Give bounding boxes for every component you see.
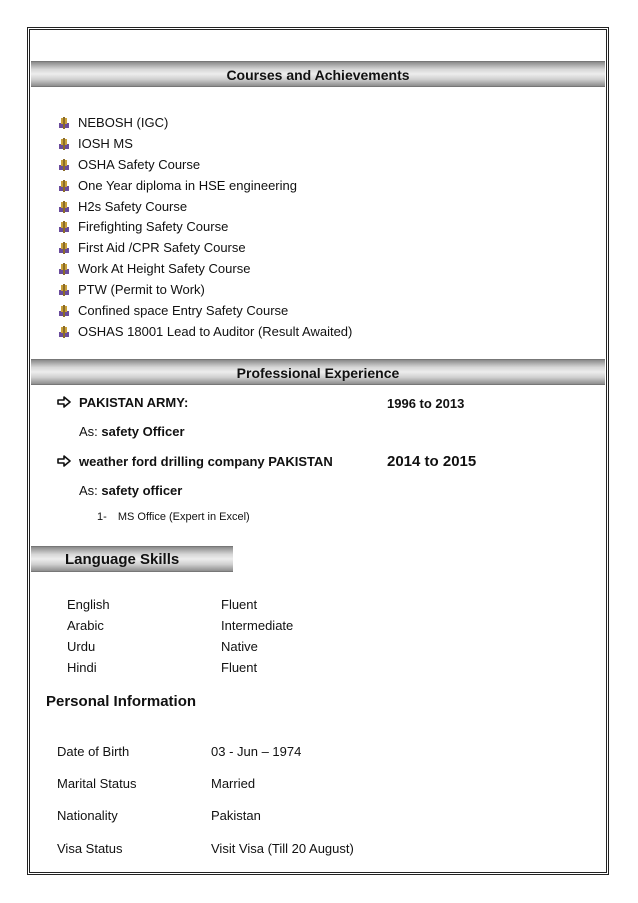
courses-heading: Courses and Achievements: [226, 67, 410, 83]
course-label: Confined space Entry Safety Course: [78, 303, 289, 319]
language-header-bar: [31, 546, 233, 572]
list-item: [58, 301, 352, 322]
language-name: Hindi: [67, 660, 97, 675]
personal-value: Pakistan: [211, 808, 261, 823]
book-bullet-icon: [58, 180, 70, 192]
course-label: OSHAS 18001 Lead to Auditor (Result Awaited): [78, 323, 353, 339]
book-bullet-icon: [58, 263, 70, 275]
personal-value: 03 - Jun – 1974: [211, 744, 302, 759]
role-title: safety Officer: [101, 424, 185, 439]
as-label: As:: [79, 424, 98, 439]
courses-list: [58, 113, 352, 343]
language-level: Native: [221, 639, 258, 654]
course-label: First Aid /CPR Safety Course: [78, 240, 246, 256]
language-heading: Language Skills: [65, 551, 180, 568]
course-label: Work At Height Safety Course: [78, 261, 251, 277]
course-label: OSHA Safety Course: [78, 156, 201, 172]
arrow-right-icon: [57, 455, 71, 467]
language-name: Urdu: [67, 639, 96, 654]
note-number: 1-: [97, 511, 107, 523]
course-label: NEBOSH (IGC): [78, 115, 169, 130]
personal-value: Married: [211, 776, 256, 791]
employment-period: 2014 to 2015: [387, 453, 477, 470]
language-level: Intermediate: [221, 618, 294, 633]
language-name: Arabic: [67, 618, 104, 633]
personal-label: Date of Birth: [57, 744, 130, 759]
course-label: Firefighting Safety Course: [78, 219, 229, 235]
list-item: [58, 259, 352, 280]
experience-entry-army: [57, 395, 188, 410]
book-bullet-icon: [58, 242, 70, 254]
personal-label: Visa Status: [57, 841, 123, 856]
experience-header-bar: [31, 359, 605, 385]
list-item: [58, 176, 352, 197]
course-label: H2s Safety Course: [78, 198, 188, 214]
list-item: [58, 322, 352, 343]
list-item: [58, 197, 352, 218]
book-bullet-icon: [58, 305, 70, 317]
courses-header-bar: [31, 61, 605, 87]
employer-name: weather ford drilling company PAKISTAN: [79, 454, 333, 469]
list-item: [58, 113, 352, 134]
course-label: One Year diploma in HSE engineering: [78, 177, 297, 193]
list-item: [58, 134, 352, 155]
course-label: IOSH MS: [78, 135, 133, 151]
role-line: [79, 483, 182, 498]
experience-heading: Professional Experience: [236, 365, 400, 381]
skills-note: [97, 511, 250, 523]
role-title: safety officer: [101, 483, 183, 498]
course-label: PTW (Permit to Work): [78, 282, 205, 298]
list-item: [58, 217, 352, 238]
arrow-right-icon: [57, 396, 71, 408]
personal-label: Marital Status: [57, 776, 137, 791]
book-bullet-icon: [58, 221, 70, 233]
book-bullet-icon: [58, 117, 70, 129]
language-level: Fluent: [221, 660, 258, 675]
language-name: English: [67, 597, 110, 612]
personal-heading: Personal Information: [46, 693, 197, 710]
book-bullet-icon: [58, 284, 70, 296]
note-text: MS Office (Expert in Excel): [117, 511, 250, 523]
book-bullet-icon: [58, 201, 70, 213]
employer-name: PAKISTAN ARMY:: [79, 395, 189, 410]
book-bullet-icon: [58, 326, 70, 338]
as-label: As:: [79, 483, 98, 498]
experience-entry-weatherford: [57, 454, 333, 469]
language-level: Fluent: [221, 597, 258, 612]
book-bullet-icon: [58, 138, 70, 150]
employment-period: 1996 to 2013: [387, 396, 465, 411]
role-line: [79, 424, 185, 439]
personal-value: Visit Visa (Till 20 August): [211, 841, 354, 856]
list-item: [58, 280, 352, 301]
book-bullet-icon: [58, 159, 70, 171]
list-item: [58, 238, 352, 259]
list-item: [58, 155, 352, 176]
personal-label: Nationality: [57, 808, 118, 823]
